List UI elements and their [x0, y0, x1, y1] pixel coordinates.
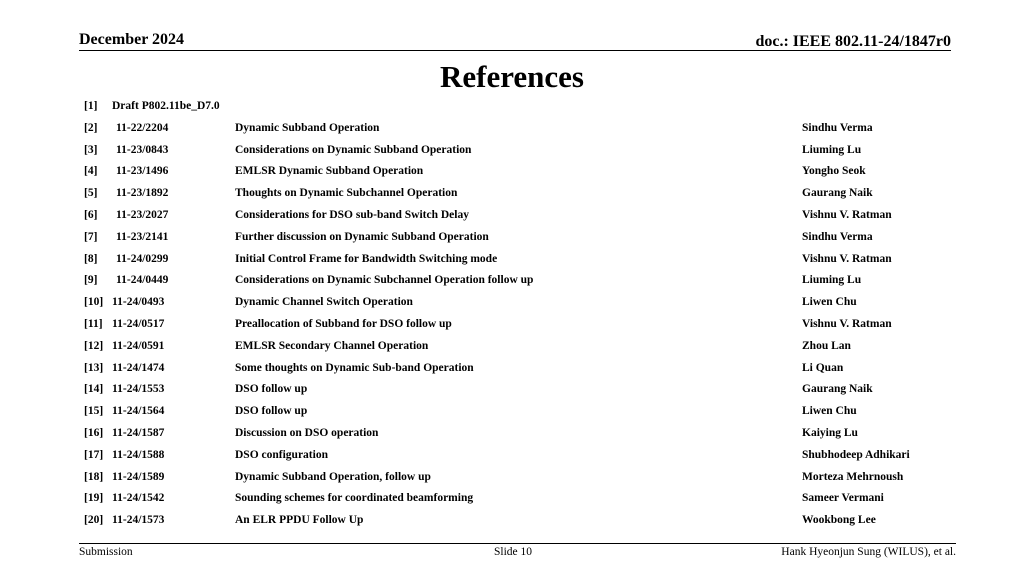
reference-title: Some thoughts on Dynamic Sub-band Operation — [235, 361, 474, 374]
reference-title: An ELR PPDU Follow Up — [235, 514, 364, 527]
reference-doc-number: 11-24/1587 — [112, 426, 165, 439]
reference-doc-number: 11-24/0517 — [112, 317, 165, 330]
reference-author: Gaurang Naik — [802, 383, 873, 396]
reference-doc-number: 11-24/0493 — [112, 296, 165, 309]
reference-item — [84, 120, 954, 142]
reference-number: [3] — [84, 143, 98, 156]
reference-number: [10] — [84, 296, 104, 309]
reference-number: [1] — [84, 100, 98, 112]
reference-item — [84, 294, 954, 316]
footer-rule — [79, 543, 956, 544]
reference-number: [11] — [84, 317, 103, 330]
reference-item — [84, 338, 954, 360]
reference-number: [15] — [84, 405, 104, 418]
reference-author: Sindhu Verma — [802, 121, 873, 134]
reference-number: [20] — [84, 514, 104, 527]
reference-doc-number: 11-24/0449 — [116, 274, 169, 287]
reference-item — [84, 360, 954, 382]
reference-doc-number: 11-24/1573 — [112, 514, 165, 527]
reference-title: Initial Control Frame for Bandwidth Switching mode — [235, 252, 498, 265]
reference-number: [6] — [84, 208, 98, 221]
reference-item — [84, 142, 954, 164]
reference-item — [84, 425, 954, 447]
reference-doc-number: 11-23/1496 — [116, 165, 169, 178]
reference-author: Li Quan — [802, 361, 844, 374]
reference-item — [84, 207, 954, 229]
reference-number: [13] — [84, 361, 104, 374]
reference-title: Considerations on Dynamic Subband Operation — [235, 143, 472, 156]
reference-number: [8] — [84, 252, 98, 265]
reference-item — [84, 381, 954, 403]
reference-doc-number: 11-24/1589 — [112, 470, 165, 483]
reference-doc-number: 11-24/1564 — [112, 405, 165, 418]
reference-author: Vishnu V. Ratman — [802, 252, 892, 265]
reference-number: [5] — [84, 187, 98, 200]
reference-number: [14] — [84, 383, 104, 396]
reference-title: Preallocation of Subband for DSO follow up — [235, 317, 452, 330]
reference-author: Sameer Vermani — [802, 492, 884, 505]
reference-title: Dynamic Channel Switch Operation — [235, 296, 413, 309]
reference-doc-number: 11-23/2027 — [116, 208, 169, 221]
reference-author: Yongho Seok — [802, 165, 866, 178]
reference-title: DSO configuration — [235, 448, 328, 461]
reference-number: [19] — [84, 492, 104, 505]
reference-item — [84, 512, 954, 534]
header-doc-id: doc.: IEEE 802.11-24/1847r0 — [755, 33, 951, 50]
reference-title: EMLSR Secondary Channel Operation — [235, 339, 429, 352]
reference-number: [4] — [84, 165, 98, 178]
footer-slide-number: Slide 10 — [494, 546, 533, 558]
reference-doc-number: 11-23/0843 — [116, 143, 169, 156]
reference-author: Vishnu V. Ratman — [802, 317, 892, 330]
reference-title: Dynamic Subband Operation — [235, 121, 380, 134]
reference-doc-number: 11-24/1542 — [112, 492, 165, 505]
reference-author: Shubhodeep Adhikari — [802, 448, 910, 461]
reference-author: Morteza Mehrnoush — [802, 470, 904, 483]
header-date: December 2024 — [79, 31, 184, 48]
reference-title: DSO follow up — [235, 405, 308, 418]
reference-doc-number: 11-24/1588 — [112, 448, 165, 461]
reference-title: Discussion on DSO operation — [235, 426, 379, 439]
reference-item — [84, 229, 954, 251]
reference-title: Considerations for DSO sub-band Switch Delay — [235, 208, 469, 221]
reference-author: Kaiying Lu — [802, 426, 858, 439]
reference-author: Wookbong Lee — [802, 514, 876, 527]
reference-doc-number: 11-24/1474 — [112, 361, 165, 374]
reference-author: Sindhu Verma — [802, 230, 873, 243]
reference-item — [84, 185, 954, 207]
slide-title: References — [439, 59, 584, 94]
reference-item — [84, 316, 954, 338]
reference-number: [12] — [84, 339, 104, 352]
reference-doc-number: 11-24/1553 — [112, 383, 165, 396]
reference-title: Dynamic Subband Operation, follow up — [235, 470, 431, 483]
reference-title: EMLSR Dynamic Subband Operation — [235, 165, 424, 178]
reference-text: Draft P802.11be_D7.0 — [112, 100, 220, 112]
reference-item — [84, 490, 954, 512]
reference-title: Sounding schemes for coordinated beamforming — [235, 492, 474, 505]
reference-doc-number: 11-22/2204 — [116, 121, 169, 134]
reference-item — [84, 251, 954, 273]
reference-item — [84, 272, 954, 294]
footer-authors: Hank Hyeonjun Sung (WILUS), et al. — [781, 546, 956, 558]
reference-title: DSO follow up — [235, 383, 308, 396]
reference-author: Gaurang Naik — [802, 187, 873, 200]
reference-number: [7] — [84, 230, 98, 243]
reference-number: [18] — [84, 470, 104, 483]
reference-author: Liwen Chu — [802, 405, 857, 418]
reference-list — [84, 98, 954, 534]
reference-doc-number: 11-23/2141 — [116, 230, 169, 243]
reference-author: Liuming Lu — [802, 143, 862, 156]
reference-number: [16] — [84, 426, 104, 439]
reference-number: [2] — [84, 121, 98, 134]
reference-title: Further discussion on Dynamic Subband Operation — [235, 230, 489, 243]
reference-item — [84, 447, 954, 469]
reference-number: [17] — [84, 448, 104, 461]
reference-doc-number: 11-24/0591 — [112, 339, 165, 352]
reference-doc-number: 11-24/0299 — [116, 252, 169, 265]
footer-submission: Submission — [79, 546, 133, 558]
reference-number: [9] — [84, 274, 98, 287]
reference-title: Thoughts on Dynamic Subchannel Operation — [235, 187, 458, 200]
header-rule — [79, 50, 951, 51]
reference-item — [84, 98, 954, 120]
reference-doc-number: 11-23/1892 — [116, 187, 169, 200]
reference-author: Zhou Lan — [802, 339, 851, 352]
reference-item — [84, 163, 954, 185]
reference-author: Liuming Lu — [802, 274, 862, 287]
reference-title: Considerations on Dynamic Subchannel Operation follow up — [235, 274, 534, 287]
reference-item — [84, 403, 954, 425]
reference-author: Vishnu V. Ratman — [802, 208, 892, 221]
reference-item — [84, 469, 954, 491]
reference-author: Liwen Chu — [802, 296, 857, 309]
